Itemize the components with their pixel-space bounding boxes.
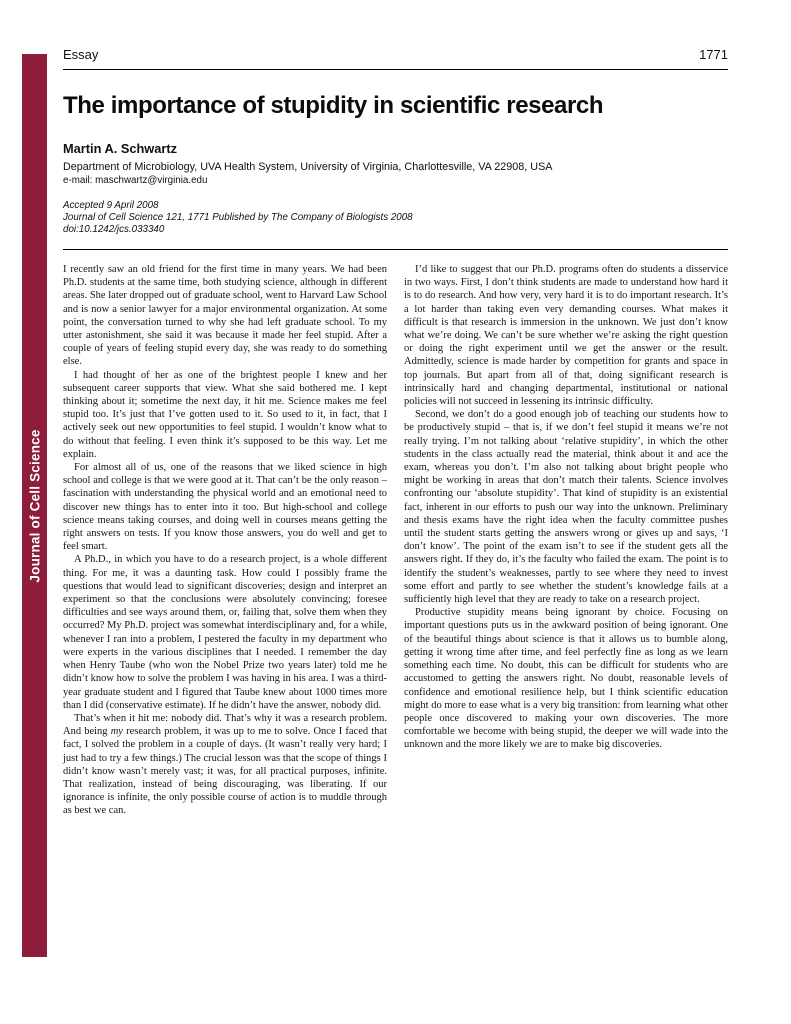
paragraph: I recently saw an old friend for the first time in many years. We had been Ph.D. students at the same time, both studying science, although in different areas. She later dropped out of graduate school, went to Harvard Law School and is now a senior lawyer for a major environmental organization. At some point, the conversation turned to why she had left graduate school. To my utter astonishment, she said it was because it made her feel stupid. After a couple of years of feeling stupid every day, she was ready to do something else. bbox=[63, 264, 387, 368]
paragraph: For almost all of us, one of the reasons that we liked science in high school and college is that we were good at it. That can’t be the only reason – fascination with understanding the physical world and an emotional need to discover new things has to enter into it too. But high-school and college science means taking courses, and doing well in courses means getting the right answers on tests. If you know those answers, you do well and get to feel smart. bbox=[63, 462, 387, 553]
author-email: e-mail: maschwartz@virginia.edu bbox=[63, 175, 208, 186]
paragraph: I’d like to suggest that our Ph.D. programs often do students a disservice in two ways. First, I don’t think students are made to understand how hard it is to do research. And how very, very hard it is to do important research. It’s a lot harder than taking even very demanding courses. What makes it difficult is that research is immersion in the unknown. We just don’t know what we’re doing. We can’t be sure whether we’re asking the right question or doing the right experiment until we get the answer or the result. Admittedly, science is made harder by competition for grants and space in top journals. But apart from all of that, doing significant research is intrinsically hard and changing departmental, institutional or national policies will not succeed in lessening its intrinsic difficulty. bbox=[404, 264, 728, 408]
author-affiliation: Department of Microbiology, UVA Health System, University of Virginia, Charlottesville, VA 22908, USA bbox=[63, 161, 553, 173]
journal-spine-bar bbox=[22, 54, 47, 957]
paragraph: I had thought of her as one of the brightest people I knew and her subsequent career supports that view. What she said bothered me. I kept thinking about it; sometime the next day, it hit me. Science makes me feel stupid too. It’s just that I’ve gotten used to it. So used to it, in fact, that I actively seek out new opportunities to feel stupid. I wouldn’t know what to do without that feeling. I even think it’s supposed to be this way. Let me explain. bbox=[63, 369, 387, 460]
paragraph: Second, we don’t do a good enough job of teaching our students how to be productively stupid – that is, if we don’t feel stupid it means we’re not really trying. I’m not talking about ‘relative stupidity’, in which the other students in the class actually read the material, think about it and ace the exam, whereas you don’t. I’m also not talking about bright people who might be working in areas that don’t match their talents. Science involves confronting our ‘absolute stupidity’. That kind of stupidity is an existential fact, inherent in our efforts to push our way into the unknown. Preliminary and thesis exams have the right idea when the faculty committee pushes until the student starts getting the answers wrong or gives up and says, ‘I don’t know’. The point of the exam isn’t to see if the student gets all the answers right. If they do, it’s the faculty who failed the exam. The point is to identify the student’s weaknesses, partly to see where they need to invest some effort and partly to see whether the student’s knowledge fails at a sufficiently high level that they are ready to take on a research project. bbox=[404, 409, 728, 606]
page-number: 1771 bbox=[699, 47, 728, 62]
paragraph: A Ph.D., in which you have to do a research project, is a whole different thing. For me, it was a daunting task. How could I possibly frame the questions that would lead to significant discoveries; design and interpret an experiment so that the conclusions were absolutely convincing; foresee difficulties and see ways around them, or, failing that, solve them when they occurred? My Ph.D. project was somewhat interdisciplinary and, for a while, whenever I ran into a problem, I pestered the faculty in my department who were experts in the various disciplines that I needed. I remember the day when Henry Taube (who won the Nobel Prize two years later) told me he didn’t know how to solve the problem I was having in his area. I was a third-year graduate student and I figured that Taube knew about 1000 times more than I did (conservative estimate). If he didn’t have the answer, nobody did. bbox=[63, 554, 387, 711]
article-meta bbox=[63, 200, 728, 236]
article-body bbox=[63, 263, 728, 818]
section-label: Essay bbox=[63, 47, 99, 62]
paragraph: That’s when it hit me: nobody did. That’s why it was a research problem. And being my research problem, it was up to me to solve. Once I faced that fact, I solved the problem in a couple of days. (It wasn’t really very hard; I just had to try a few things.) The crucial lesson was that the scope of things I didn’t know wasn’t merely vast; it was, for all practical purposes, infinite. That realization, instead of being discouraging, was liberating. If our ignorance is infinite, the only possible course of action is to muddle through as best we can. bbox=[63, 712, 387, 817]
page-content bbox=[63, 47, 728, 818]
running-head bbox=[63, 47, 728, 70]
citation-line: Journal of Cell Science 121, 1771 Published by The Company of Biologists 2008 bbox=[63, 212, 413, 223]
body-column-left bbox=[63, 263, 387, 818]
journal-name-vertical: Journal of Cell Science bbox=[27, 428, 42, 583]
header-body-divider bbox=[63, 249, 728, 250]
paragraph: Productive stupidity means being ignorant by choice. Focusing on important questions puts us in the awkward position of being ignorant. One of the beautiful things about science is that it allows us to bumble along, getting it wrong time after time, and feel perfectly fine as long as we learn something each time. No doubt, this can be difficult for students who are accustomed to getting the answers right. No doubt, reasonable levels of confidence and emotional resilience help, but I think scientific education might do more to ease what is a very big transition: from learning what other people once discovered to making your own discoveries. The more comfortable we become with being stupid, the deeper we will wade into the unknown and the more likely we are to make big discoveries. bbox=[404, 607, 728, 751]
doi-line: doi:10.1242/jcs.033340 bbox=[63, 224, 165, 235]
body-column-right bbox=[404, 263, 728, 818]
accepted-date: Accepted 9 April 2008 bbox=[63, 200, 159, 211]
article-title: The importance of stupidity in scientific research bbox=[63, 92, 604, 119]
author-name: Martin A. Schwartz bbox=[63, 141, 178, 156]
